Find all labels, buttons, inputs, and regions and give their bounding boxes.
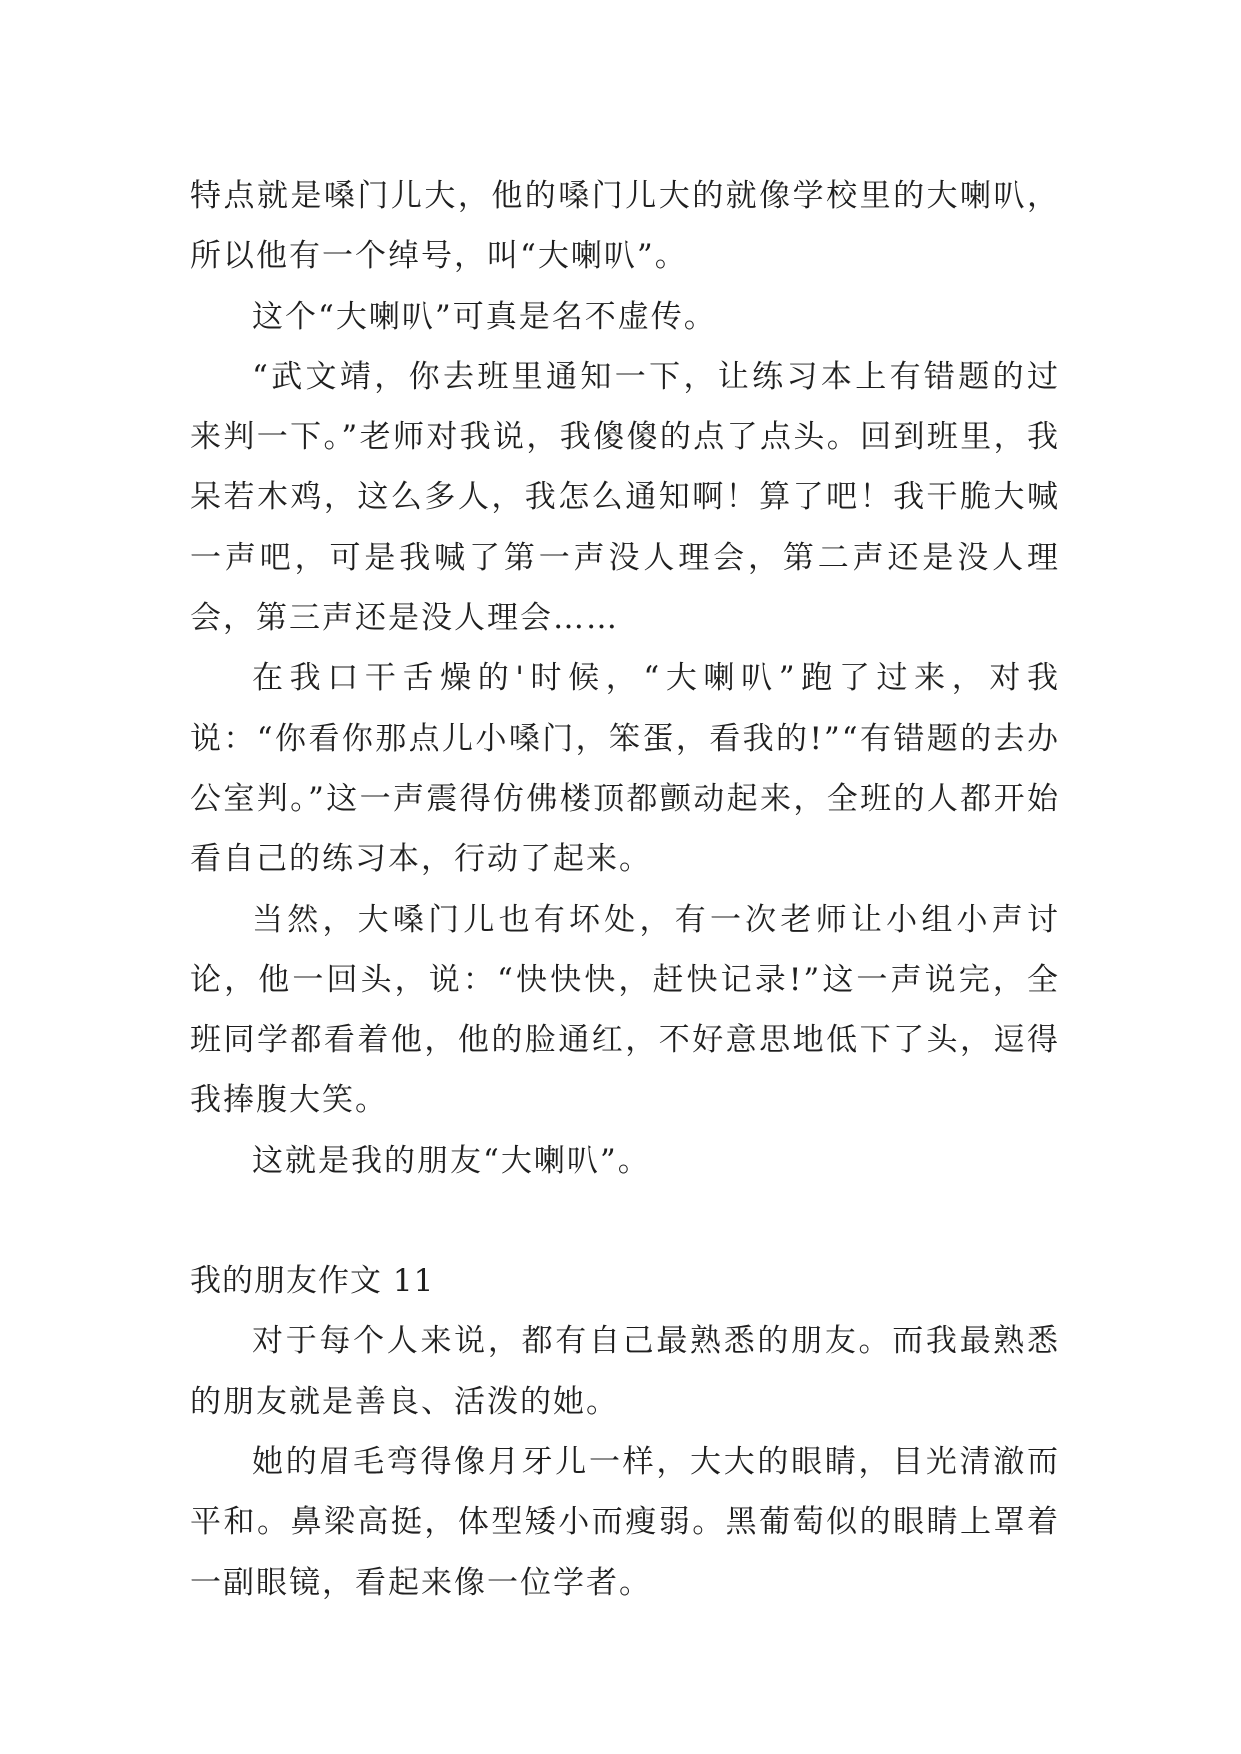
paragraph: 特点就是嗓门儿大，他的嗓门儿大的就像学校里的大喇叭，所以他有一个绰号，叫“大喇叭”。: [190, 178, 1060, 275]
paragraph: “武文靖，你去班里通知一下，让练习本上有错题的过来判一下。”老师对我说，我傻傻的点了点头。回到班里，我呆若木鸡，这么多人，我怎么通知啊！算了吧！我干脆大喊一声吧，可是我喊了第一声没人理会，第二声还是没人理会，第三声还是没人理会……: [190, 358, 1060, 637]
paragraph: 当然，大嗓门儿也有坏处，有一次老师让小组小声讨论，他一回头，说：“快快快，赶快记录!”这一声说完，全班同学都看着他，他的脸通红，不好意思地低下了头，逗得我捧腹大笑。: [190, 901, 1060, 1119]
paragraph: 在我口干舌燥的'时候，“大喇叭”跑了过来，对我说：“你看你那点儿小嗓门，笨蛋，看我的!”“有错题的去办公室判。”这一声震得仿佛楼顶都颤动起来，全班的人都开始看自己的练习本，行动了起来。: [190, 660, 1060, 878]
section-title: 我的朋友作文 11: [190, 1263, 435, 1300]
paragraph: 这就是我的朋友“大喇叭”。: [252, 1142, 651, 1179]
paragraph: 这个“大喇叭”可真是名不虚传。: [252, 298, 717, 335]
document-body: [190, 166, 1060, 1613]
paragraph: 对于每个人来说，都有自己最熟悉的朋友。而我最熟悉的朋友就是善良、活泼的她。: [190, 1323, 1060, 1420]
paragraph: 她的眉毛弯得像月牙儿一样，大大的眼睛，目光清澈而平和。鼻梁高挺，体型矮小而瘦弱。黑葡萄似的眼睛上罩着一副眼镜，看起来像一位学者。: [190, 1443, 1060, 1601]
